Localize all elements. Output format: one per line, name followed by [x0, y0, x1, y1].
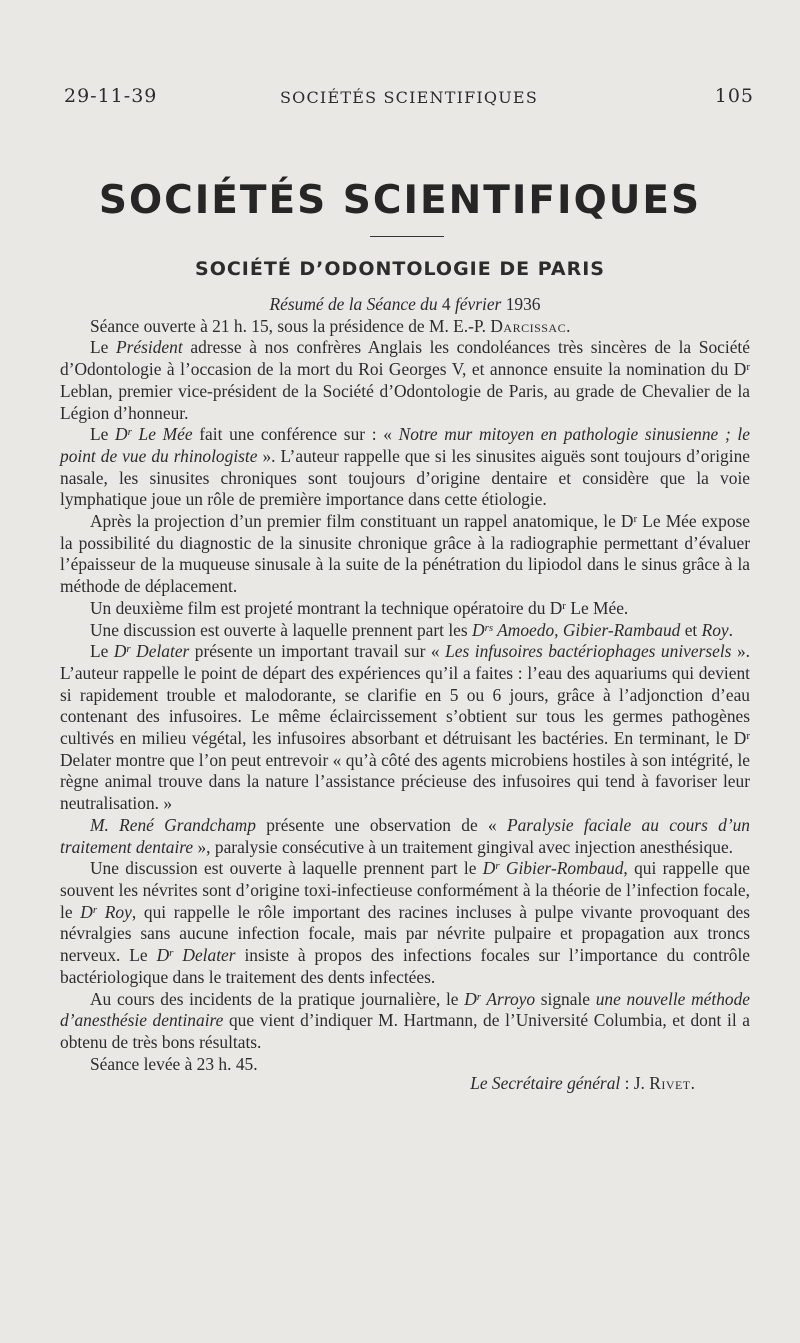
running-section-title: SOCIÉTÉS SCIENTIFIQUES — [280, 88, 538, 107]
section-title: SOCIÉTÉS SCIENTIFIQUES — [98, 178, 702, 223]
society-heading: SOCIÉTÉ D’ODONTOLOGIE DE PARIS — [195, 258, 605, 280]
issue-date: 29-11-39 — [64, 85, 158, 107]
paragraph-first-film: Après la projection d’un premier film constituant un rappel anatomique, le $D^r$ Le Mée expose la possibilité du diagnostic de la sinusite chronique grâce à la radiographie permettant d’évaluer l’épaisseur de la muqueuse sinusale à la suite de la pénétration du lipiodol dans le sinus grâce à la méthode de déplacement. — [60, 511, 751, 597]
paragraph-opening: Séance ouverte à 21 h. 15, sous la présidence de M. E.-P. Darcissac. — [90, 315, 571, 336]
paragraph-le-mee-conference: Le $D^r$ Le Mée fait une conférence sur : « Notre mur mitoyen en pathologie sinusienne ; le point de vue du rhinologiste ». L’auteur rappelle que si les sinusites aiguës sont toujours d’origine nasale, les sinusites chroniques sont toujours d’origine dentaire et considère que la voie lymphatique joue un rôle de première importance dans cette étiologie. — [60, 424, 750, 510]
session-summary-line: Résumé de la Séance du 4 février 1936 — [269, 294, 541, 314]
paragraph-discussion-2: Une discussion est ouverte à laquelle prennent part le $D^r$ Gibier-Rombaud, qui rappelle que souvent les névrites sont d’origine toxi-infectieuse conformément à la théorie de l’infection focale, le $D^r$ Roy, qui rappelle le rôle important des racines incluses à pulpe vivante provoquant des névralgies sans aucune infection focale, mais par névrite pulpaire et propagation aux troncs nerveux. Le $D^r$ Delater insiste à propos des infections focales sur l’importance du contrôle bactériologique dans le traitement des dents infectées. — [60, 858, 750, 987]
paragraph-discussion-1: Une discussion est ouverte à laquelle prennent part les $D^{rs}$ Amoedo, Gibier-Rambaud et Roy. — [90, 619, 734, 640]
page-number: 105 — [714, 85, 754, 107]
paragraph-second-film: Un deuxième film est projeté montrant la technique opératoire du $D^r$ Le Mée. — [90, 597, 629, 618]
signature: Le Secrétaire général : J. Rivet. — [470, 1073, 695, 1094]
paragraph-president: Le Président adresse à nos confrères Anglais les condoléances très sincères de la Société d’Odontologie à l’occasion de la mort du Roi Georges V, et annonce ensuite la nomination du $D^r$ Leblan, premier vice-président de la Société d’Odontologie de Paris, au grade de Chevalier de la Légion d’honneur. — [60, 337, 750, 423]
paragraph-delater: Le $D^r$ Delater présente un important travail sur « Les infusoires bactériophages universels ». L’auteur rappelle le point de départ des expériences qu’il a faites : l’eau des aquariums qui devient si rapidement trouble et malodorante, se clarifie en 5 ou 6 jours, grâce à l’adjonction d’eau contenant des infusoires. Le même éclaircissement s’obtient sur tous les germes pathogènes cultivés en milieu végétal, les infusoires absorbant et détruisant les bactéries. En terminant, le $D^r$ Delater montre que l’on peut entrevoir « qu’à côté des agents microbiens hostiles à son intégrité, le règne animal trouve dans la nature l’assistance précieuse des infusoires qui tend à favoriser leur neutralisation. » — [60, 641, 750, 814]
paragraph-closing: Séance levée à 23 h. 45. — [90, 1053, 258, 1074]
paragraph-incidents: Au cours des incidents de la pratique journalière, le $D^r$ Arroyo signale une nouvelle méthode d’anesthésie dentinaire que vient d’indiquer M. Hartmann, de l’Université Columbia, et dont il a obtenu de très bons résultats. — [60, 988, 751, 1052]
running-header — [64, 85, 754, 115]
president-name: Darcissac — [490, 315, 567, 336]
secretary-name: Rivet — [649, 1073, 691, 1094]
paragraph-grandchamp: M. René Grandchamp présente une observation de « Paralysie faciale au cours d’un traitement dentaire », paralysie consécutive à un traitement gingival avec injection anesthésique. — [60, 814, 751, 857]
article-body — [60, 294, 750, 1095]
title-divider — [370, 236, 444, 237]
